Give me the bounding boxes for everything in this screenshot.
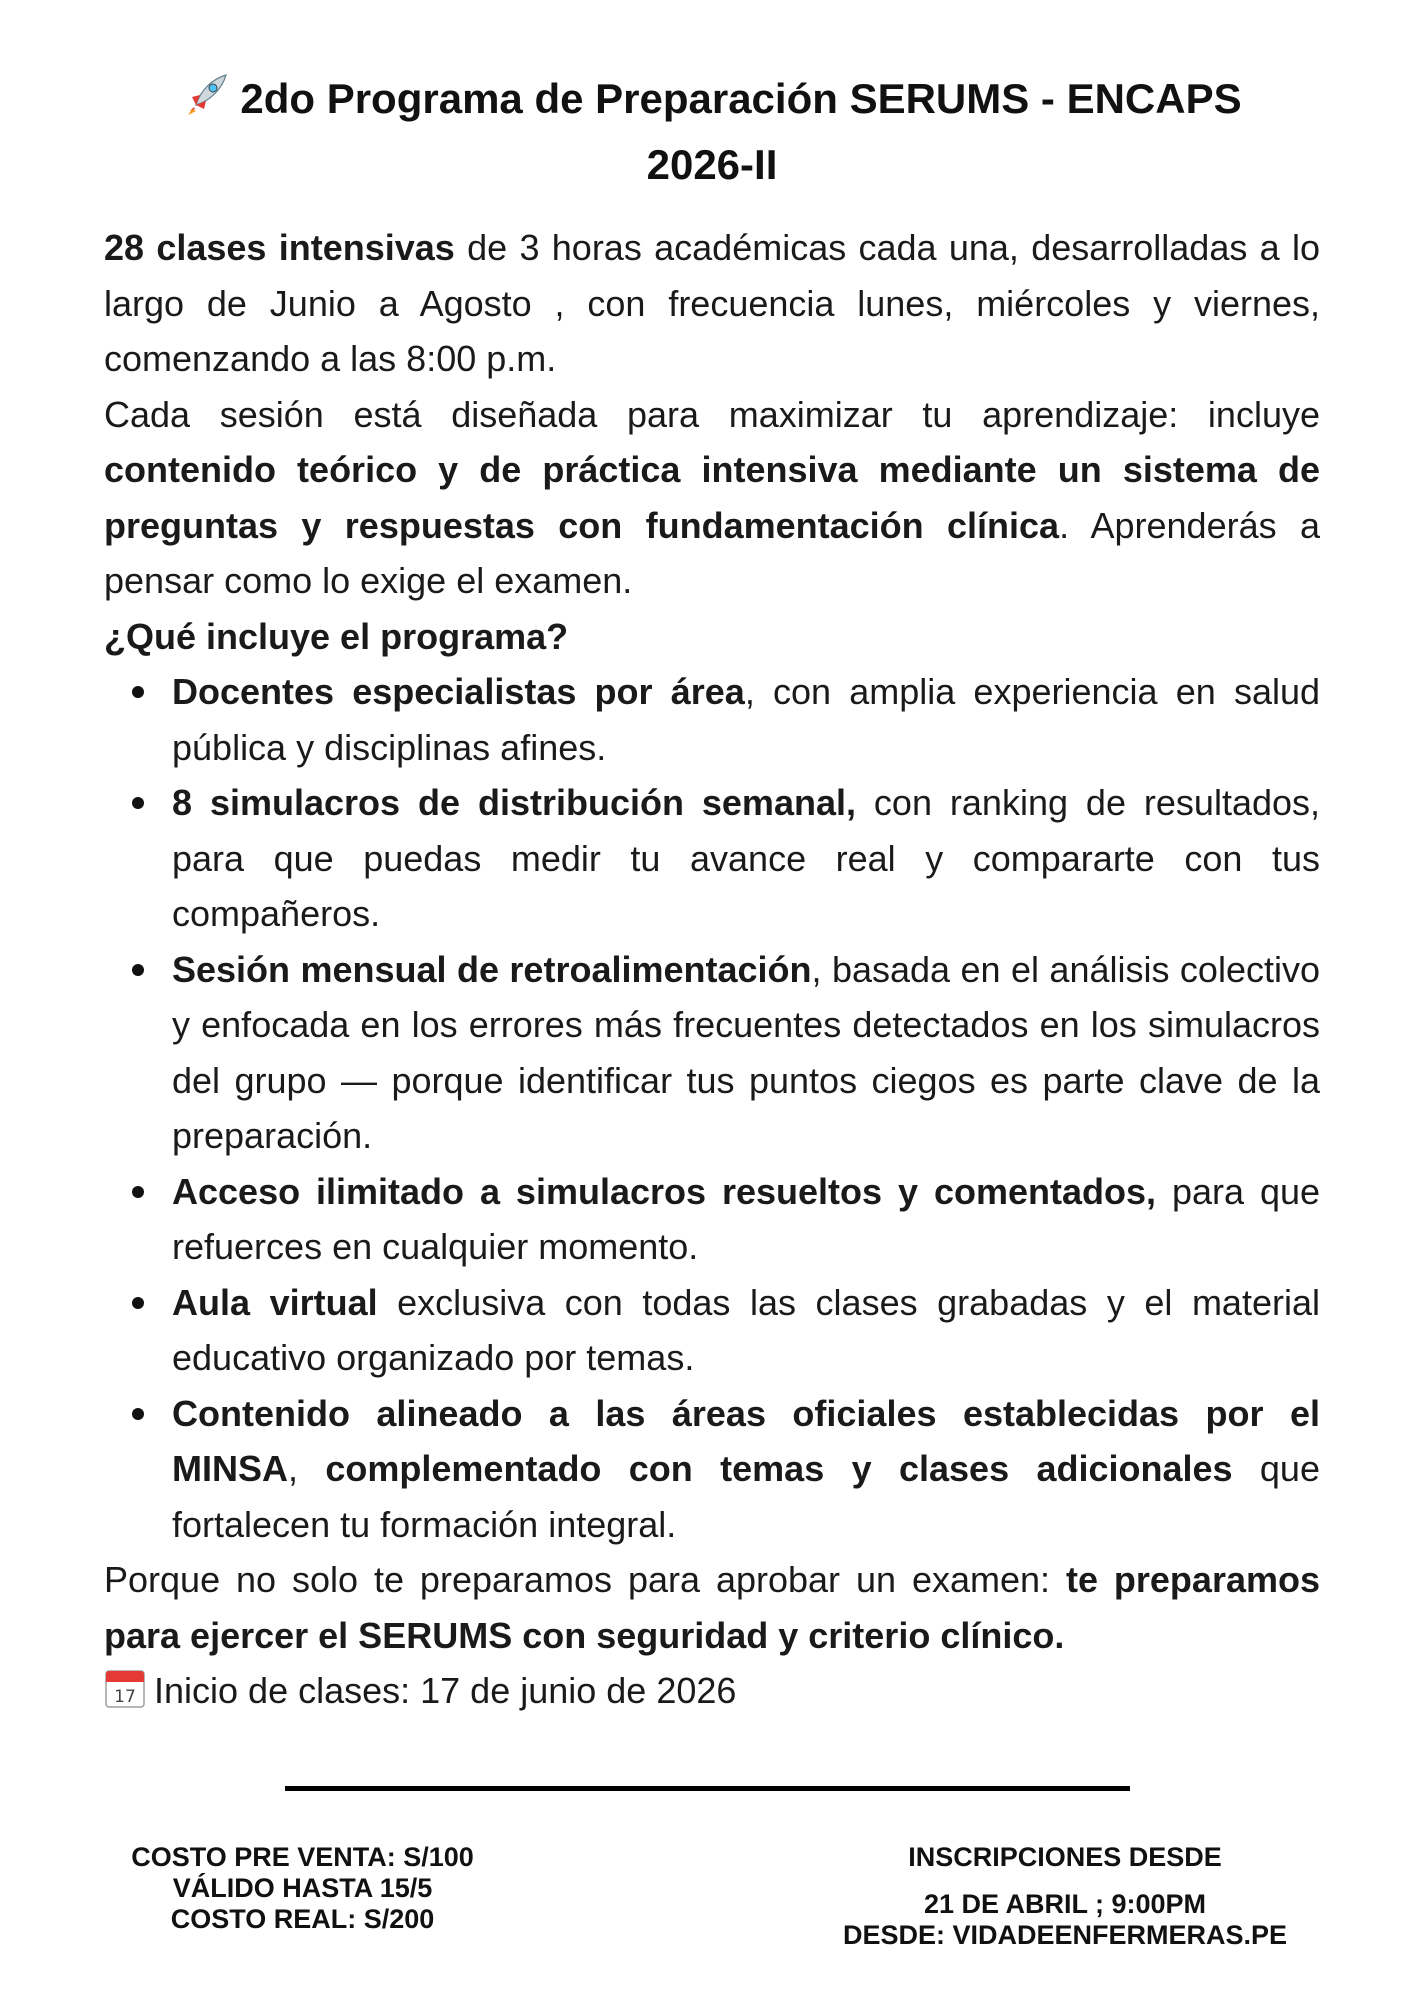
list-item <box>172 1275 1320 1386</box>
feature-text: exclusiva con todas las clases grabadas y el material educativo organizado por temas. <box>172 1281 1320 1378</box>
feature-title: Sesión mensual de retroalimentación <box>172 948 812 990</box>
feature-title: Aula virtual <box>172 1281 378 1323</box>
feature-text: , <box>288 1448 326 1489</box>
bullet-icon <box>132 686 144 698</box>
presale-price: COSTO PRE VENTA: S/100 <box>131 1842 474 1872</box>
feature-text-2: que fortalecen tu formación integral. <box>172 1448 1320 1545</box>
list-item <box>172 1164 1320 1275</box>
document-body <box>104 66 1320 1719</box>
intro-paragraph-1 <box>104 220 1320 387</box>
feature-title: Docentes especialistas por área <box>172 671 745 712</box>
feature-text: para que refuerces en cualquier momento. <box>172 1170 1321 1267</box>
program-heading: ¿Qué incluye el programa? <box>104 615 569 657</box>
rocket-icon <box>182 71 230 119</box>
bullet-icon <box>132 1186 144 1198</box>
valid-until: VÁLIDO HASTA 15/5 <box>172 1873 433 1903</box>
real-price: COSTO REAL: S/200 <box>170 1904 435 1934</box>
bullet-icon <box>132 797 144 809</box>
bullet-icon <box>132 1297 144 1309</box>
closing-bold: te preparamos para ejercer el SERUMS con seguridad y criterio clínico. <box>104 1559 1320 1656</box>
title-line-1: 2do Programa de Preparación SERUMS - ENCAPS <box>240 75 1242 122</box>
start-text: Inicio de clases: 17 de junio de 2026 <box>154 1670 737 1711</box>
closing-paragraph <box>104 1552 1320 1663</box>
page-title <box>104 66 1320 198</box>
list-item <box>172 775 1320 942</box>
registration-site: DESDE: VIDADEENFERMERAS.PE <box>842 1920 1288 1950</box>
calendar-day: 17 <box>114 1687 136 1707</box>
bullet-icon <box>132 1408 144 1420</box>
list-item <box>172 664 1320 775</box>
intro-bold-classes: 28 clases intensivas <box>104 227 455 268</box>
feature-text: con ranking de resultados, para que puedas medir tu avance real y compararte con tus compañeros. <box>172 782 1321 934</box>
bullet-icon <box>132 964 144 976</box>
registration-block <box>820 1842 1310 1951</box>
intro-text-3: . Aprenderás a pensar como lo exige el examen. <box>104 504 1320 601</box>
feature-text: , basada en el análisis colectivo y enfocada en los errores más frecuentes detectados en los simulacros del grupo — porque identificar tus puntos ciegos es parte clave de la preparación. <box>172 948 1320 1156</box>
feature-title: Contenido alineado a las áreas oficiales establecidas por el MINSA <box>172 1392 1320 1489</box>
start-date <box>104 1663 1320 1719</box>
feature-title-2: complementado con temas y clases adicionales <box>325 1448 1233 1489</box>
feature-title: Acceso ilimitado a simulacros resueltos y comentados, <box>172 1170 1156 1212</box>
intro-bold-content: contenido teórico y de práctica intensiva mediante un sistema de preguntas y respuestas con fundamentación clínica <box>104 449 1320 546</box>
list-item <box>172 1386 1320 1553</box>
closing-text: Porque no solo te preparamos para aprobar un examen: <box>104 1559 1066 1600</box>
feature-title: 8 simulacros de distribución semanal, <box>172 782 856 823</box>
calendar-icon <box>104 1667 146 1709</box>
registration-date: 21 DE ABRIL ; 9:00PM <box>923 1889 1207 1919</box>
divider <box>285 1786 1130 1791</box>
intro-paragraph-2 <box>104 387 1320 609</box>
feature-text: , con amplia experiencia en salud pública y disciplinas afines. <box>172 671 1321 768</box>
title-line-2: 2026-II <box>646 141 778 188</box>
program-feature-list <box>104 664 1320 1552</box>
list-item <box>172 942 1320 1164</box>
intro-text-1: de 3 horas académicas cada una, desarrolladas a lo largo de Junio a Agosto , con frecuencia lunes, miércoles y viernes, comenzando a las 8:00 p.m. <box>104 227 1320 379</box>
registration-heading: INSCRIPCIONES DESDE <box>908 1842 1222 1872</box>
intro-text-2: Cada sesión está diseñada para maximizar tu aprendizaje: incluye <box>104 393 1320 435</box>
pricing-block <box>100 1842 505 1935</box>
